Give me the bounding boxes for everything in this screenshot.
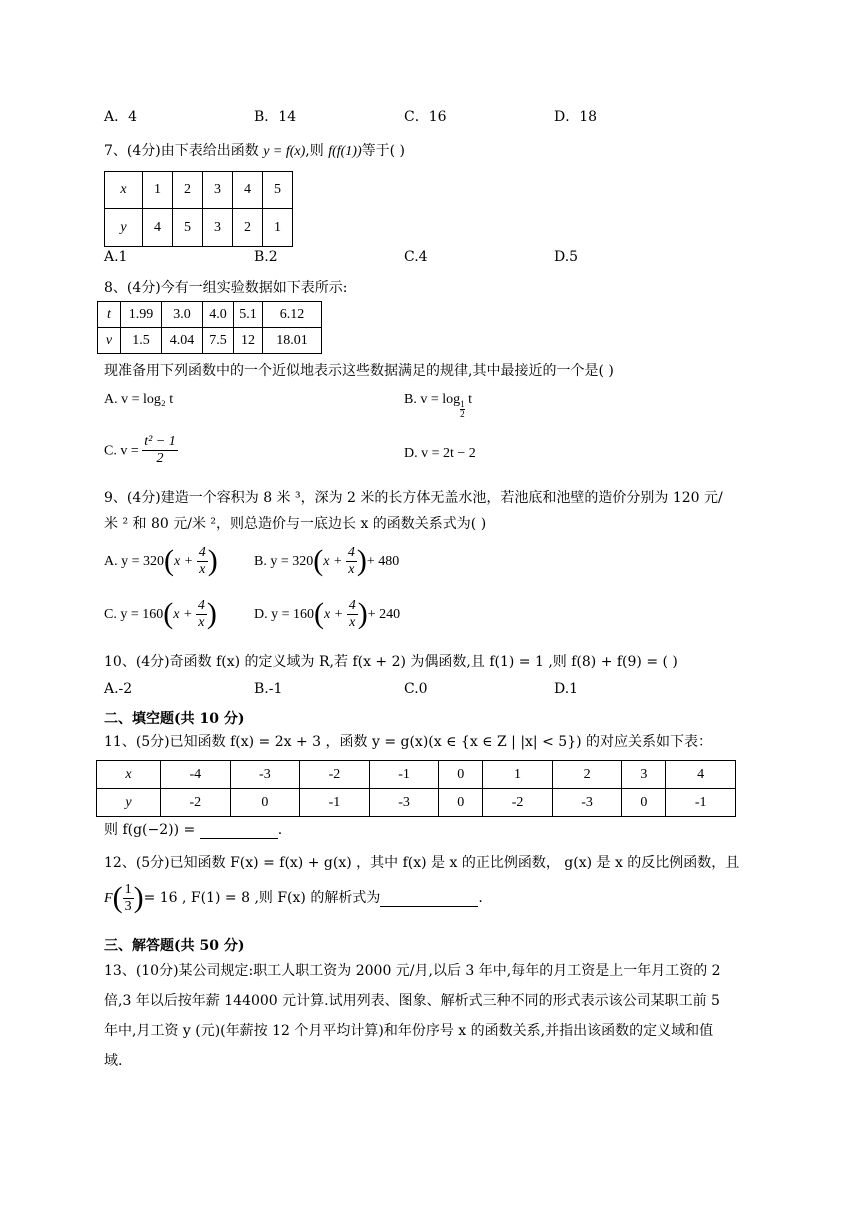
q8-table <box>97 301 322 354</box>
q7-x-label: x <box>105 172 143 209</box>
q6-options <box>104 106 784 126</box>
q11-y-cell: 0 <box>439 789 483 817</box>
q10-options <box>104 681 784 701</box>
q6-option-d: D．18 <box>554 109 598 125</box>
q8-v-cell: 1.5 <box>121 328 162 354</box>
q7-y-cell: 4 <box>143 209 173 247</box>
q11-x-label: x <box>97 761 161 789</box>
q11-y-label: y <box>97 789 161 817</box>
q11-y-cell: -2 <box>161 789 231 817</box>
q9-option-d: D. y = 160(x + $\frac{4}{x}$ )+ 240 <box>254 597 401 630</box>
q9-stem-line1: 9、(4分)建造一个容积为 8 米 ³，深为 2 米的长方体无盖水池，若池底和池壁的造价分别为 120 元/ <box>104 490 723 506</box>
q7-x-cell: 3 <box>203 172 233 209</box>
q8-option-a: A. v = log₂ t <box>104 392 174 407</box>
q12-answer-blank[interactable] <box>380 890 478 907</box>
q11-y-cell: -2 <box>483 789 553 817</box>
q9-option-a: A. y = 320(x + $\frac{4}{x}$ ) <box>104 544 218 577</box>
q8-t-cell: 6.12 <box>263 302 322 328</box>
q7-x-cell: 1 <box>143 172 173 209</box>
q8-v-cell: 7.5 <box>203 328 234 354</box>
q10-option-c: C.0 <box>404 681 428 697</box>
q13-line: 域. <box>104 1053 123 1069</box>
q13-line: 倍,3 年以后按年薪 144000 元计算.试用列表、图象、解析式三种不同的形式表示该公司某职工前 5 <box>104 993 720 1009</box>
q8-option-b: B. v = log $\frac{1}{2}$ t <box>404 392 473 419</box>
q10-option-a: A.-2 <box>104 681 133 697</box>
q11-x-cell: 0 <box>439 761 483 789</box>
q8-prompt: 现准备用下列函数中的一个近似地表示这些数据满足的规律,其中最接近的一个是( ) <box>104 363 614 379</box>
q11-x-cell: 1 <box>483 761 553 789</box>
q13-line: 13、(10分)某公司规定:职工人职工资为 2000 元/月,以后 3 年中,每年的月工资是上一年月工资的 2 <box>104 963 721 979</box>
q7-y-cell: 5 <box>173 209 203 247</box>
q11-x-cell: 3 <box>622 761 666 789</box>
q11-x-cell: -1 <box>369 761 439 789</box>
q8-option-c: C. v = $\frac{\text{t² − 1}}{2}$ <box>104 434 176 466</box>
q8-t-cell: 4.0 <box>203 302 234 328</box>
q13-line: 年中,月工资 y (元)(年薪按 12 个月平均计算)和年份序号 x 的函数关系,并指出该函数的定义域和值 <box>104 1023 714 1039</box>
q6-option-c: C．16 <box>404 109 447 125</box>
q7-y-cell: 3 <box>203 209 233 247</box>
q12-stem-line1: 12、(5分)已知函数 F(x) = f(x) + g(x) ，其中 f(x) 是 x 的正比例函数， g(x) 是 x 的反比例函数，且 <box>104 855 740 871</box>
q11-y-cell: -1 <box>300 789 370 817</box>
q11-x-cell: -3 <box>230 761 300 789</box>
q7-table <box>104 171 293 247</box>
q8-stem: 8、(4分)今有一组实验数据如下表所示: <box>104 280 348 296</box>
q8-t-cell: 5.1 <box>234 302 263 328</box>
q11-y-cell: 0 <box>230 789 300 817</box>
q6-option-a: A．4 <box>104 109 138 125</box>
q11-stem: 11、(5分)已知函数 f(x) = 2x + 3 ，函数 y = g(x)(x ∈ {x ∈ Z | |x| < 5}) 的对应关系如下表： <box>104 734 713 750</box>
q7-x-cell: 4 <box>233 172 263 209</box>
q8-option-c-fraction: $\frac{\text{t² − 1}}{2}$ <box>144 434 176 466</box>
q7-y-label: y <box>105 209 143 247</box>
q8-v-cell: 4.04 <box>162 328 203 354</box>
q10-option-d: D.1 <box>554 681 579 697</box>
q8-option-d: D. v = 2t − 2 <box>404 446 476 461</box>
q10-stem: 10、(4分)奇函数 f(x) 的定义域为 R,若 f(x + 2) 为偶函数,且 f(1) = 1 ,则 f(8) + f(9) = ( ) <box>104 654 678 670</box>
q8-t-label: t <box>98 302 121 328</box>
q8-t-cell: 3.0 <box>162 302 203 328</box>
q7-x-cell: 5 <box>263 172 293 209</box>
q11-y-cell: 0 <box>622 789 666 817</box>
q11-y-cell: -3 <box>369 789 439 817</box>
q10-option-b: B.-1 <box>254 681 283 697</box>
q7-x-cell: 2 <box>173 172 203 209</box>
q11-answer-line: 则 f(g(−2)) = . <box>104 822 283 838</box>
q8-option-b-base: $\frac{1}{2}$ <box>460 399 465 419</box>
q11-x-cell: 2 <box>552 761 622 789</box>
q8-t-cell: 1.99 <box>121 302 162 328</box>
q9-option-c: C. y = 160(x + $\frac{4}{x}$ ) <box>104 597 217 630</box>
q8-v-label: v <box>98 328 121 354</box>
q11-y-cell: -1 <box>666 789 736 817</box>
q9-stem-line2: 米 ² 和 80 元/米 ²，则总造价与一底边长 x 的函数关系式为( ) <box>104 516 487 532</box>
q7-y-cell: 1 <box>263 209 293 247</box>
q6-option-b: B．14 <box>254 109 297 125</box>
q12-stem-line2: F( $\frac{1}{3}$ )= 16 , F(1) = 8 ,则 F(x) 的解析式为 . <box>104 881 483 914</box>
q7-option-c: C.4 <box>404 249 428 265</box>
q7-option-a: A.1 <box>104 249 128 265</box>
q8-v-cell: 18.01 <box>263 328 322 354</box>
section-fill-in-title: 二、填空题(共 10 分) <box>104 711 245 727</box>
q7-options <box>104 249 784 269</box>
q8-v-cell: 12 <box>234 328 263 354</box>
section-solution-title: 三、解答题(共 50 分) <box>104 938 245 954</box>
q7-y-cell: 2 <box>233 209 263 247</box>
q11-x-cell: -4 <box>161 761 231 789</box>
q7-stem: 7、(4分)由下表给出函数 y = f(x),则 f(f(1))等于( ) <box>104 143 406 159</box>
q7-option-b: B.2 <box>254 249 278 265</box>
q11-x-cell: -2 <box>300 761 370 789</box>
q11-answer-blank[interactable] <box>200 822 278 839</box>
q11-x-cell: 4 <box>666 761 736 789</box>
q9-option-b: B. y = 320(x + $\frac{4}{x}$ )+ 480 <box>254 544 400 577</box>
q7-option-d: D.5 <box>554 249 579 265</box>
q11-y-cell: -3 <box>552 789 622 817</box>
q11-table <box>96 760 736 817</box>
